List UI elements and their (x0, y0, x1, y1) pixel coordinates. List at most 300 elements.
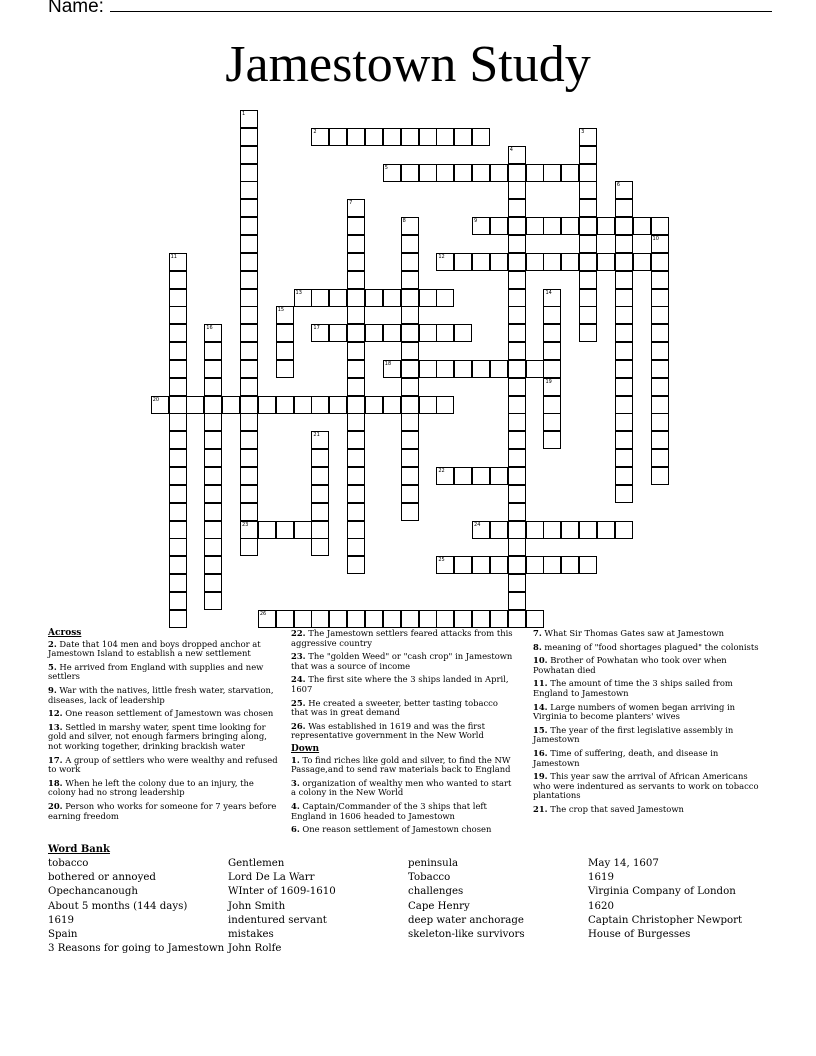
grid-cell[interactable] (276, 306, 294, 324)
grid-cell[interactable] (436, 396, 454, 414)
grid-cell[interactable] (169, 610, 187, 628)
grid-cell[interactable] (543, 396, 561, 414)
grid-cell[interactable] (383, 289, 401, 307)
grid-cell[interactable] (347, 253, 365, 271)
grid-cell[interactable] (508, 538, 526, 556)
grid-cell[interactable] (651, 378, 669, 396)
clue (48, 723, 280, 752)
grid-cell[interactable] (543, 342, 561, 360)
grid-cell[interactable] (561, 521, 579, 539)
grid-cell[interactable] (419, 128, 437, 146)
grid-cell[interactable] (240, 271, 258, 289)
grid-cell[interactable] (561, 556, 579, 574)
grid-cell[interactable] (347, 360, 365, 378)
grid-cell[interactable] (311, 538, 329, 556)
grid-cell[interactable] (615, 378, 633, 396)
grid-cell[interactable] (615, 306, 633, 324)
grid-cell[interactable] (169, 574, 187, 592)
grid-cell[interactable] (169, 556, 187, 574)
grid-cell[interactable] (258, 610, 276, 628)
grid-cell[interactable] (454, 467, 472, 485)
grid-cell[interactable] (561, 253, 579, 271)
grid-cell[interactable] (508, 271, 526, 289)
grid-cell[interactable] (276, 324, 294, 342)
grid-cell[interactable] (347, 413, 365, 431)
grid-cell[interactable] (329, 324, 347, 342)
grid-cell[interactable] (615, 324, 633, 342)
grid-cell[interactable] (490, 521, 508, 539)
grid-cell[interactable] (311, 467, 329, 485)
grid-cell[interactable] (419, 324, 437, 342)
grid-cell[interactable] (365, 324, 383, 342)
grid-cell[interactable] (401, 342, 419, 360)
grid-cell[interactable] (169, 449, 187, 467)
grid-cell[interactable] (401, 235, 419, 253)
grid-cell[interactable] (454, 164, 472, 182)
grid-cell[interactable] (401, 324, 419, 342)
grid-cell[interactable] (169, 413, 187, 431)
grid-cell[interactable] (419, 289, 437, 307)
grid-cell[interactable] (508, 253, 526, 271)
grid-cell[interactable] (240, 360, 258, 378)
grid-cell[interactable] (151, 396, 169, 414)
grid-cell[interactable] (615, 271, 633, 289)
grid-cell[interactable] (561, 217, 579, 235)
grid-cell[interactable] (454, 253, 472, 271)
grid-cell[interactable] (508, 306, 526, 324)
grid-cell[interactable] (543, 324, 561, 342)
grid-cell[interactable] (508, 485, 526, 503)
grid-cell[interactable] (204, 538, 222, 556)
grid-cell[interactable] (579, 306, 597, 324)
grid-cell[interactable] (240, 378, 258, 396)
grid-cell[interactable] (615, 485, 633, 503)
grid-cell[interactable] (240, 521, 258, 539)
grid-cell[interactable] (436, 556, 454, 574)
grid-cell[interactable] (651, 431, 669, 449)
grid-cell[interactable] (508, 610, 526, 628)
grid-cell[interactable] (508, 413, 526, 431)
grid-cell[interactable] (508, 360, 526, 378)
grid-cell[interactable] (472, 253, 490, 271)
grid-cell[interactable] (543, 253, 561, 271)
grid-cell[interactable] (651, 217, 669, 235)
grid-cell[interactable] (240, 253, 258, 271)
grid-cell[interactable] (401, 306, 419, 324)
grid-cell[interactable] (294, 396, 312, 414)
grid-cell[interactable] (651, 324, 669, 342)
grid-cell[interactable] (526, 217, 544, 235)
grid-cell[interactable] (472, 467, 490, 485)
grid-cell[interactable] (186, 396, 204, 414)
grid-cell[interactable] (311, 289, 329, 307)
grid-cell[interactable] (579, 164, 597, 182)
grid-cell[interactable] (615, 521, 633, 539)
grid-cell[interactable] (169, 360, 187, 378)
grid-cell[interactable] (204, 360, 222, 378)
grid-cell[interactable] (347, 521, 365, 539)
grid-cell[interactable] (169, 306, 187, 324)
grid-cell[interactable] (490, 610, 508, 628)
grid-cell[interactable] (401, 431, 419, 449)
grid-cell[interactable] (240, 342, 258, 360)
grid-cell[interactable] (204, 431, 222, 449)
grid-cell[interactable] (454, 556, 472, 574)
grid-cell[interactable] (169, 467, 187, 485)
grid-cell[interactable] (490, 467, 508, 485)
grid-cell[interactable] (490, 217, 508, 235)
grid-cell[interactable] (347, 467, 365, 485)
grid-cell[interactable] (651, 449, 669, 467)
grid-cell[interactable] (508, 431, 526, 449)
grid-cell[interactable] (508, 324, 526, 342)
grid-cell[interactable] (615, 396, 633, 414)
grid-cell[interactable] (169, 253, 187, 271)
grid-cell[interactable] (365, 396, 383, 414)
grid-cell[interactable] (240, 164, 258, 182)
grid-cell[interactable] (526, 253, 544, 271)
grid-cell[interactable] (276, 521, 294, 539)
grid-cell[interactable] (543, 413, 561, 431)
grid-cell[interactable] (526, 521, 544, 539)
grid-cell[interactable] (508, 378, 526, 396)
grid-cell[interactable] (240, 181, 258, 199)
grid-cell[interactable] (615, 235, 633, 253)
grid-cell[interactable] (383, 610, 401, 628)
grid-cell[interactable] (651, 306, 669, 324)
grid-cell[interactable] (169, 592, 187, 610)
grid-cell[interactable] (508, 503, 526, 521)
grid-cell[interactable] (240, 503, 258, 521)
grid-cell[interactable] (651, 342, 669, 360)
grid-cell[interactable] (615, 253, 633, 271)
grid-cell[interactable] (204, 396, 222, 414)
grid-cell[interactable] (276, 396, 294, 414)
grid-cell[interactable] (508, 574, 526, 592)
grid-cell[interactable] (204, 556, 222, 574)
grid-cell[interactable] (204, 521, 222, 539)
grid-cell[interactable] (347, 235, 365, 253)
grid-cell[interactable] (508, 199, 526, 217)
grid-cell[interactable] (169, 521, 187, 539)
grid-cell[interactable] (240, 306, 258, 324)
grid-cell[interactable] (258, 396, 276, 414)
grid-cell[interactable] (615, 413, 633, 431)
grid-cell[interactable] (169, 342, 187, 360)
grid-cell[interactable] (579, 324, 597, 342)
grid-cell[interactable] (240, 396, 258, 414)
grid-cell[interactable] (294, 289, 312, 307)
grid-cell[interactable] (508, 556, 526, 574)
grid-cell[interactable] (276, 342, 294, 360)
grid-cell[interactable] (579, 146, 597, 164)
grid-cell[interactable] (615, 449, 633, 467)
grid-cell[interactable] (401, 610, 419, 628)
grid-cell[interactable] (579, 271, 597, 289)
grid-cell[interactable] (240, 324, 258, 342)
grid-cell[interactable] (347, 449, 365, 467)
grid-cell[interactable] (615, 199, 633, 217)
grid-cell[interactable] (169, 431, 187, 449)
grid-cell[interactable] (311, 396, 329, 414)
grid-cell[interactable] (579, 289, 597, 307)
grid-cell[interactable] (347, 610, 365, 628)
grid-cell[interactable] (526, 360, 544, 378)
grid-cell[interactable] (383, 128, 401, 146)
grid-cell[interactable] (204, 342, 222, 360)
grid-cell[interactable] (240, 146, 258, 164)
grid-cell[interactable] (169, 396, 187, 414)
grid-cell[interactable] (347, 342, 365, 360)
grid-cell[interactable] (526, 164, 544, 182)
grid-cell[interactable] (169, 485, 187, 503)
grid-cell[interactable] (436, 164, 454, 182)
grid-cell[interactable] (222, 396, 240, 414)
grid-cell[interactable] (615, 431, 633, 449)
grid-cell[interactable] (472, 556, 490, 574)
grid-cell[interactable] (436, 289, 454, 307)
grid-cell[interactable] (508, 235, 526, 253)
grid-cell[interactable] (204, 592, 222, 610)
grid-cell[interactable] (508, 164, 526, 182)
grid-cell[interactable] (472, 128, 490, 146)
grid-cell[interactable] (240, 449, 258, 467)
grid-cell[interactable] (240, 467, 258, 485)
grid-cell[interactable] (490, 164, 508, 182)
grid-cell[interactable] (240, 217, 258, 235)
grid-cell[interactable] (240, 235, 258, 253)
grid-cell[interactable] (347, 431, 365, 449)
grid-cell[interactable] (508, 396, 526, 414)
grid-cell[interactable] (329, 289, 347, 307)
grid-cell[interactable] (240, 538, 258, 556)
grid-cell[interactable] (454, 324, 472, 342)
grid-cell[interactable] (419, 396, 437, 414)
grid-cell[interactable] (436, 253, 454, 271)
grid-cell[interactable] (419, 164, 437, 182)
grid-cell[interactable] (401, 164, 419, 182)
grid-cell[interactable] (508, 146, 526, 164)
grid-cell[interactable] (401, 485, 419, 503)
grid-cell[interactable] (311, 521, 329, 539)
grid-cell[interactable] (472, 360, 490, 378)
grid-cell[interactable] (383, 324, 401, 342)
grid-cell[interactable] (579, 235, 597, 253)
grid-cell[interactable] (204, 485, 222, 503)
grid-cell[interactable] (436, 610, 454, 628)
grid-cell[interactable] (240, 199, 258, 217)
grid-cell[interactable] (436, 360, 454, 378)
grid-cell[interactable] (401, 449, 419, 467)
grid-cell[interactable] (401, 253, 419, 271)
grid-cell[interactable] (329, 396, 347, 414)
grid-cell[interactable] (204, 574, 222, 592)
grid-cell[interactable] (204, 324, 222, 342)
grid-cell[interactable] (651, 413, 669, 431)
grid-cell[interactable] (401, 271, 419, 289)
grid-cell[interactable] (579, 253, 597, 271)
grid-cell[interactable] (169, 503, 187, 521)
grid-cell[interactable] (347, 217, 365, 235)
grid-cell[interactable] (615, 217, 633, 235)
grid-cell[interactable] (436, 128, 454, 146)
grid-cell[interactable] (508, 342, 526, 360)
grid-cell[interactable] (401, 289, 419, 307)
grid-cell[interactable] (383, 396, 401, 414)
grid-cell[interactable] (169, 271, 187, 289)
grid-cell[interactable] (401, 217, 419, 235)
grid-cell[interactable] (204, 413, 222, 431)
grid-cell[interactable] (651, 396, 669, 414)
grid-cell[interactable] (543, 164, 561, 182)
grid-cell[interactable] (508, 592, 526, 610)
grid-cell[interactable] (401, 378, 419, 396)
grid-cell[interactable] (365, 610, 383, 628)
grid-cell[interactable] (454, 128, 472, 146)
grid-cell[interactable] (579, 217, 597, 235)
grid-cell[interactable] (169, 538, 187, 556)
grid-cell[interactable] (472, 610, 490, 628)
grid-cell[interactable] (633, 217, 651, 235)
grid-cell[interactable] (401, 467, 419, 485)
grid-cell[interactable] (579, 199, 597, 217)
grid-cell[interactable] (347, 306, 365, 324)
grid-cell[interactable] (240, 413, 258, 431)
grid-cell[interactable] (419, 360, 437, 378)
grid-cell[interactable] (543, 521, 561, 539)
grid-cell[interactable] (311, 503, 329, 521)
grid-cell[interactable] (615, 181, 633, 199)
grid-cell[interactable] (347, 128, 365, 146)
grid-cell[interactable] (454, 360, 472, 378)
grid-cell[interactable] (490, 360, 508, 378)
grid-cell[interactable] (347, 324, 365, 342)
grid-cell[interactable] (365, 289, 383, 307)
grid-cell[interactable] (615, 360, 633, 378)
grid-cell[interactable] (204, 378, 222, 396)
grid-cell[interactable] (508, 217, 526, 235)
grid-cell[interactable] (347, 503, 365, 521)
grid-cell[interactable] (169, 324, 187, 342)
grid-cell[interactable] (401, 503, 419, 521)
grid-cell[interactable] (347, 485, 365, 503)
grid-cell[interactable] (651, 360, 669, 378)
grid-cell[interactable] (294, 521, 312, 539)
grid-cell[interactable] (472, 521, 490, 539)
grid-cell[interactable] (615, 467, 633, 485)
grid-cell[interactable] (543, 217, 561, 235)
grid-cell[interactable] (204, 449, 222, 467)
grid-cell[interactable] (472, 164, 490, 182)
grid-cell[interactable] (526, 556, 544, 574)
grid-cell[interactable] (347, 538, 365, 556)
grid-cell[interactable] (490, 253, 508, 271)
grid-cell[interactable] (383, 164, 401, 182)
grid-cell[interactable] (597, 521, 615, 539)
grid-cell[interactable] (347, 396, 365, 414)
grid-cell[interactable] (419, 610, 437, 628)
grid-cell[interactable] (651, 467, 669, 485)
grid-cell[interactable] (651, 289, 669, 307)
grid-cell[interactable] (311, 128, 329, 146)
grid-cell[interactable] (508, 181, 526, 199)
grid-cell[interactable] (561, 164, 579, 182)
grid-cell[interactable] (579, 181, 597, 199)
grid-cell[interactable] (329, 128, 347, 146)
grid-cell[interactable] (543, 306, 561, 324)
grid-cell[interactable] (579, 521, 597, 539)
grid-cell[interactable] (240, 431, 258, 449)
grid-cell[interactable] (543, 289, 561, 307)
grid-cell[interactable] (615, 342, 633, 360)
grid-cell[interactable] (401, 360, 419, 378)
grid-cell[interactable] (347, 556, 365, 574)
grid-cell[interactable] (508, 521, 526, 539)
grid-cell[interactable] (651, 271, 669, 289)
grid-cell[interactable] (436, 324, 454, 342)
grid-cell[interactable] (615, 289, 633, 307)
grid-cell[interactable] (311, 485, 329, 503)
grid-cell[interactable] (543, 378, 561, 396)
grid-cell[interactable] (508, 467, 526, 485)
grid-cell[interactable] (347, 289, 365, 307)
grid-cell[interactable] (347, 378, 365, 396)
grid-cell[interactable] (347, 271, 365, 289)
grid-cell[interactable] (508, 289, 526, 307)
grid-cell[interactable] (543, 360, 561, 378)
grid-cell[interactable] (204, 503, 222, 521)
grid-cell[interactable] (311, 431, 329, 449)
grid-cell[interactable] (240, 485, 258, 503)
grid-cell[interactable] (579, 556, 597, 574)
grid-cell[interactable] (329, 610, 347, 628)
grid-cell[interactable] (240, 289, 258, 307)
grid-cell[interactable] (294, 610, 312, 628)
grid-cell[interactable] (597, 217, 615, 235)
grid-cell[interactable] (383, 360, 401, 378)
grid-cell[interactable] (651, 235, 669, 253)
grid-cell[interactable] (258, 521, 276, 539)
grid-cell[interactable] (579, 128, 597, 146)
grid-cell[interactable] (311, 449, 329, 467)
grid-cell[interactable] (169, 289, 187, 307)
grid-cell[interactable] (597, 253, 615, 271)
grid-cell[interactable] (401, 128, 419, 146)
grid-cell[interactable] (276, 610, 294, 628)
grid-cell[interactable] (169, 378, 187, 396)
grid-cell[interactable] (311, 610, 329, 628)
grid-cell[interactable] (472, 217, 490, 235)
grid-cell[interactable] (633, 253, 651, 271)
grid-cell[interactable] (401, 413, 419, 431)
grid-cell[interactable] (543, 556, 561, 574)
grid-cell[interactable] (311, 324, 329, 342)
grid-cell[interactable] (276, 360, 294, 378)
grid-cell[interactable] (436, 467, 454, 485)
grid-cell[interactable] (204, 467, 222, 485)
grid-cell[interactable] (543, 431, 561, 449)
grid-cell[interactable] (508, 449, 526, 467)
grid-cell[interactable] (240, 110, 258, 128)
grid-cell[interactable] (454, 610, 472, 628)
grid-cell[interactable] (365, 128, 383, 146)
grid-cell[interactable] (401, 396, 419, 414)
grid-cell[interactable] (526, 610, 544, 628)
grid-cell[interactable] (651, 253, 669, 271)
grid-cell[interactable] (240, 128, 258, 146)
grid-cell[interactable] (347, 199, 365, 217)
grid-cell[interactable] (490, 556, 508, 574)
